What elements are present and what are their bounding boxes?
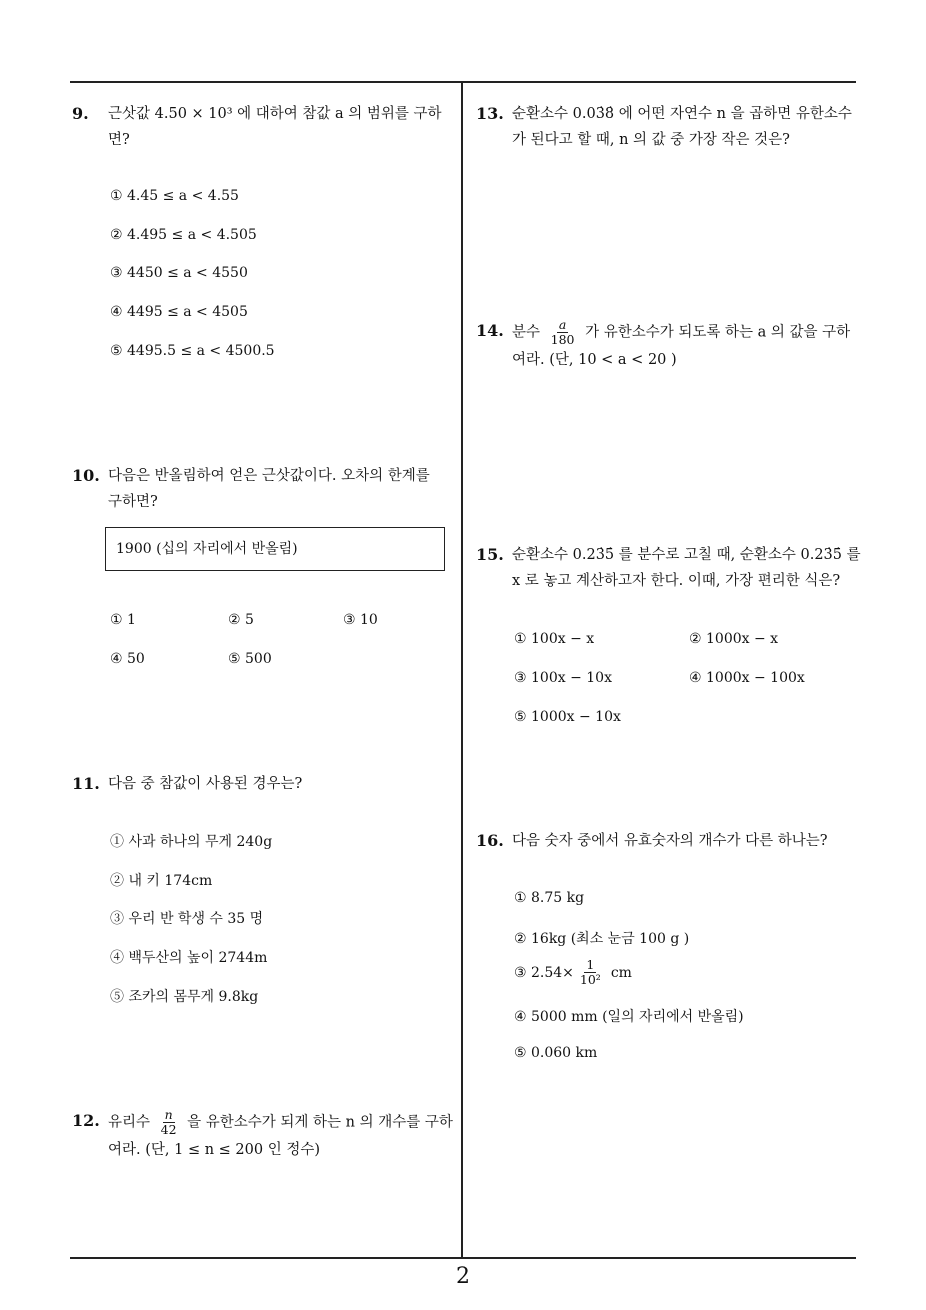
question-10 xyxy=(72,463,460,515)
fraction xyxy=(549,318,577,347)
choice-4[interactable]: ④ 1000x − 100x xyxy=(689,670,805,686)
question-number: 10. xyxy=(72,466,100,485)
bottom-rule xyxy=(70,1257,856,1259)
choice-3[interactable]: ③ 10 xyxy=(343,612,378,628)
fraction-numerator: n xyxy=(164,1107,173,1122)
choice-4[interactable]: ④ 5000 mm (일의 자리에서 반올림) xyxy=(514,1009,744,1025)
question-text-post: 을 유한소수가 되게 하는 n 의 개수를 구하 xyxy=(187,1114,453,1131)
fraction-denominator: 42 xyxy=(160,1122,177,1137)
condition-box: 1900 (십의 자리에서 반올림) xyxy=(105,527,445,571)
choice-3[interactable]: ③ 100x − 10x xyxy=(514,670,612,686)
choice-3-label: ③ 2.54× xyxy=(514,964,574,981)
choice-5[interactable]: ⑤ 500 xyxy=(228,651,272,667)
choice-1[interactable]: ① 1 xyxy=(110,612,136,628)
question-text-line-1: 다음 중 참값이 사용된 경우는? xyxy=(108,776,303,792)
question-text-pre: 분수 xyxy=(512,324,541,341)
question-15 xyxy=(476,542,866,594)
choice-4[interactable]: ④ 50 xyxy=(110,651,145,667)
choice-1[interactable]: ① 100x − x xyxy=(514,631,595,647)
question-text-line-1: 순환소수 0.23̇5̇ 를 분수로 고칠 때, 순환소수 0.23̇5̇ 를 xyxy=(512,547,861,563)
choice-5[interactable]: ⑤ 0.060 km xyxy=(514,1045,598,1061)
choice-3[interactable]: ③ 4450 ≤ a < 4550 xyxy=(110,265,248,281)
question-12 xyxy=(72,1108,460,1163)
fraction xyxy=(578,958,603,987)
question-number: 9. xyxy=(72,104,89,123)
question-11 xyxy=(72,771,460,797)
choice-4[interactable]: ④ 4495 ≤ a < 4505 xyxy=(110,304,248,320)
question-number: 16. xyxy=(476,831,504,850)
fraction-numerator: a xyxy=(558,317,567,332)
choice-2[interactable]: ② 1000x − x xyxy=(689,631,779,647)
choice-5[interactable]: ⑤ 조카의 몸무게 9.8kg xyxy=(110,989,259,1005)
question-text-line-2: 면? xyxy=(108,132,130,148)
choice-5[interactable]: ⑤ 4495.5 ≤ a < 4500.5 xyxy=(110,343,275,359)
fraction-denominator: 10² xyxy=(579,972,601,987)
question-text-line-1: 근삿값 4.50 × 10³ 에 대하여 참값 a 의 범위를 구하 xyxy=(108,106,442,122)
question-16 xyxy=(476,828,866,854)
question-number: 13. xyxy=(476,104,504,123)
choice-1[interactable]: ① 8.75 kg xyxy=(514,890,585,906)
choice-2[interactable]: ② 내 키 174cm xyxy=(110,873,213,889)
choice-3[interactable]: ③ 우리 반 학생 수 35 명 xyxy=(110,911,264,927)
choice-2[interactable]: ② 4.495 ≤ a < 4.505 xyxy=(110,227,257,243)
fraction-denominator: 180 xyxy=(550,332,575,347)
question-text-post: 가 유한소수가 되도록 하는 a 의 값을 구하 xyxy=(585,324,851,341)
fraction-numerator: 1 xyxy=(586,957,595,972)
unit: cm xyxy=(610,964,632,981)
choice-4[interactable]: ④ 백두산의 높이 2744m xyxy=(110,950,268,966)
fraction xyxy=(159,1108,179,1137)
choice-2[interactable]: ② 5 xyxy=(228,612,254,628)
question-text-line-1: 다음 숫자 중에서 유효숫자의 개수가 다른 하나는? xyxy=(512,833,828,849)
question-text-line-1: 다음은 반올림하여 얻은 근삿값이다. 오차의 한계를 xyxy=(108,468,430,484)
question-number: 11. xyxy=(72,774,100,793)
question-13 xyxy=(476,101,866,153)
choice-2[interactable]: ② 16kg (최소 눈금 100 g ) xyxy=(514,931,690,947)
question-text-line-2: 여라. (단, 1 ≤ n ≤ 200 인 정수) xyxy=(108,1142,320,1158)
question-number: 14. xyxy=(476,321,504,340)
choice-1[interactable]: ① 사과 하나의 무게 240g xyxy=(110,834,273,850)
question-text-line-2: x 로 놓고 계산하고자 한다. 이때, 가장 편리한 식은? xyxy=(512,573,841,589)
choice-5[interactable]: ⑤ 1000x − 10x xyxy=(514,709,621,725)
page-number: 2 xyxy=(456,1264,470,1289)
question-number: 12. xyxy=(72,1111,100,1130)
question-14 xyxy=(476,318,866,373)
choice-1[interactable]: ① 4.45 ≤ a < 4.55 xyxy=(110,188,239,204)
question-text-line-2: 가 된다고 할 때, n 의 값 중 가장 작은 것은? xyxy=(512,132,790,148)
choice-3[interactable] xyxy=(514,958,632,987)
question-text-line-2: 구하면? xyxy=(108,494,158,510)
question-text-pre: 유리수 xyxy=(108,1114,151,1131)
question-text-line-2: 여라. (단, 10 < a < 20 ) xyxy=(512,352,677,368)
question-9 xyxy=(72,101,460,153)
question-number: 15. xyxy=(476,545,504,564)
question-text-line-1: 순환소수 0.03̇8̇ 에 어떤 자연수 n 을 곱하면 유한소수 xyxy=(512,106,852,122)
top-rule xyxy=(70,81,856,83)
column-divider xyxy=(461,82,463,1258)
